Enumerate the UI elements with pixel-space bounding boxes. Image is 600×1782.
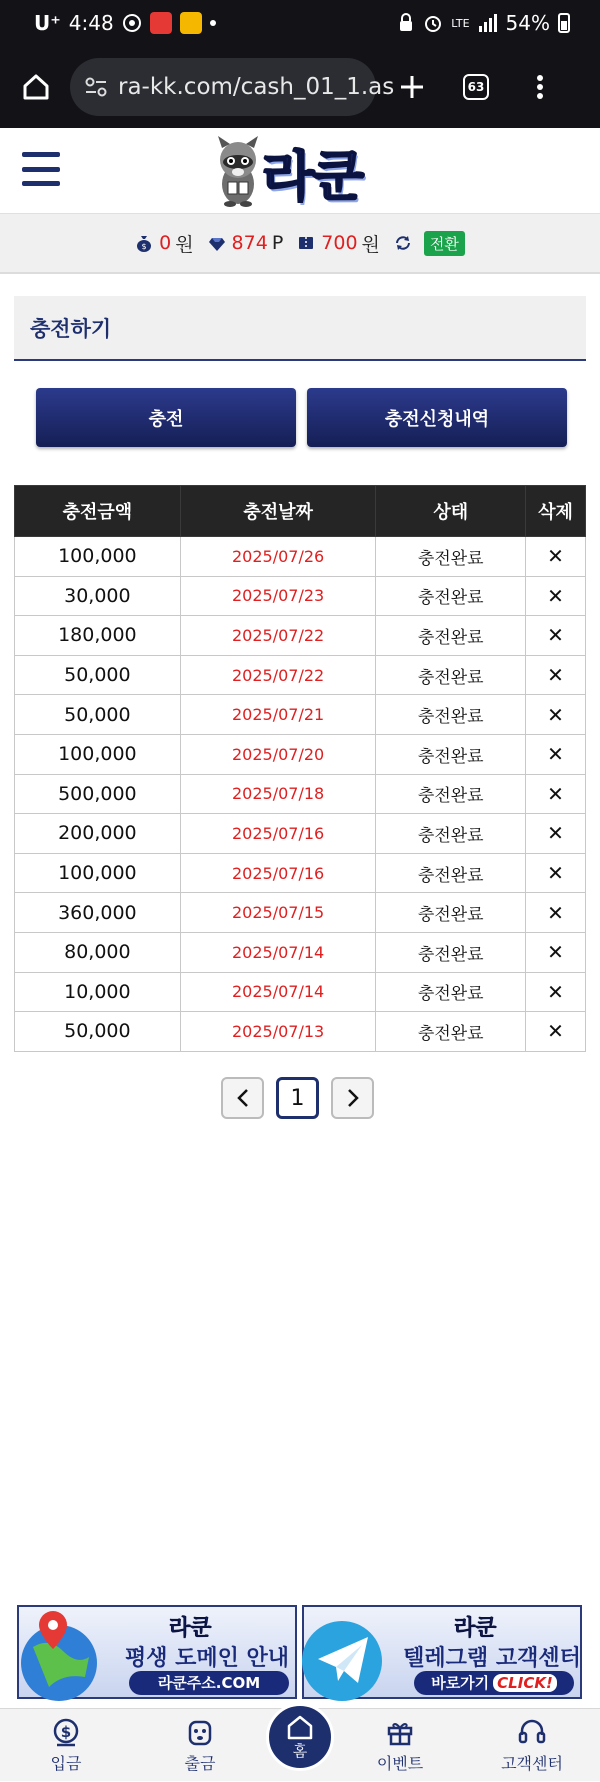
page-title-text: 충전하기 xyxy=(30,316,112,341)
delete-button[interactable]: ✕ xyxy=(526,734,586,774)
banner-subtitle-2 xyxy=(414,1671,574,1695)
headset-icon xyxy=(517,1717,547,1747)
svg-text:$: $ xyxy=(141,242,147,251)
table-row xyxy=(15,853,586,893)
telegram-support-banner[interactable] xyxy=(302,1605,582,1699)
banner-go-label: 바로가기 xyxy=(431,1674,490,1692)
app-notification-icon-2 xyxy=(180,12,202,34)
delete-button[interactable]: ✕ xyxy=(526,1012,586,1052)
column-header-delete: 삭제 xyxy=(526,486,586,537)
table-row xyxy=(15,734,586,774)
points-unit: P xyxy=(271,232,284,254)
amount-cell: 10,000 xyxy=(15,972,181,1012)
table-row xyxy=(15,537,586,577)
signal-icon xyxy=(478,14,498,32)
carrier-label: U⁺ xyxy=(34,11,61,35)
domain-info-banner[interactable] xyxy=(17,1605,297,1699)
balance-bar xyxy=(0,214,600,274)
nav-home[interactable] xyxy=(266,1703,334,1771)
nav-support-label: 고객센터 xyxy=(501,1754,563,1773)
site-settings-icon[interactable] xyxy=(84,76,108,98)
alarm-icon xyxy=(423,13,443,33)
money-unit: 원 xyxy=(175,233,194,256)
amount-cell: 50,000 xyxy=(15,655,181,695)
column-header-amount: 충전금액 xyxy=(15,486,181,537)
date-cell: 2025/07/16 xyxy=(180,853,376,893)
table-row xyxy=(15,932,586,972)
delete-button[interactable]: ✕ xyxy=(526,814,586,854)
date-cell: 2025/07/18 xyxy=(180,774,376,814)
status-cell: 충전완료 xyxy=(376,616,526,656)
delete-button[interactable]: ✕ xyxy=(526,576,586,616)
date-cell: 2025/07/21 xyxy=(180,695,376,735)
delete-button[interactable]: ✕ xyxy=(526,537,586,577)
delete-button[interactable]: ✕ xyxy=(526,893,586,933)
banner-title-2: 텔레그램 고객센터 xyxy=(403,1646,581,1671)
chevron-right-icon xyxy=(346,1088,360,1108)
money-bag-icon xyxy=(135,234,153,252)
status-cell: 충전완료 xyxy=(376,655,526,695)
nav-support[interactable] xyxy=(482,1709,582,1782)
nav-event-label: 이벤트 xyxy=(376,1754,424,1773)
delete-button[interactable]: ✕ xyxy=(526,853,586,893)
column-header-status: 상태 xyxy=(376,486,526,537)
clock: 4:48 xyxy=(68,11,114,35)
dollar-coin-icon xyxy=(51,1717,81,1747)
address-bar[interactable] xyxy=(70,58,395,116)
date-cell: 2025/07/16 xyxy=(180,814,376,854)
status-cell: 충전완료 xyxy=(376,972,526,1012)
amount-cell: 100,000 xyxy=(15,537,181,577)
banner-subtitle: 라쿤주소.COM xyxy=(129,1671,289,1695)
home-icon[interactable] xyxy=(16,67,56,107)
delete-button[interactable]: ✕ xyxy=(526,616,586,656)
nav-home-label: 홈 xyxy=(292,1741,308,1760)
table-row xyxy=(15,576,586,616)
alarm-lock-icon xyxy=(397,13,415,33)
battery-icon xyxy=(558,13,570,33)
status-bar xyxy=(0,0,600,46)
more-menu-icon[interactable] xyxy=(520,67,560,107)
status-cell: 충전완료 xyxy=(376,893,526,933)
telegram-icon xyxy=(304,1607,400,1701)
refresh-icon[interactable] xyxy=(394,234,412,252)
date-cell: 2025/07/22 xyxy=(180,655,376,695)
amount-cell: 100,000 xyxy=(15,853,181,893)
table-row xyxy=(15,616,586,656)
money-balance: 0 xyxy=(159,232,172,254)
convert-button[interactable]: 전환 xyxy=(424,231,465,256)
raccoon-face-icon xyxy=(185,1717,215,1747)
status-cell: 충전완료 xyxy=(376,853,526,893)
status-cell: 충전완료 xyxy=(376,1012,526,1052)
table-row xyxy=(15,814,586,854)
browser-toolbar xyxy=(0,46,600,128)
amount-cell: 80,000 xyxy=(15,932,181,972)
delete-button[interactable]: ✕ xyxy=(526,932,586,972)
nav-deposit-label: 입금 xyxy=(50,1754,82,1773)
nav-deposit[interactable] xyxy=(16,1709,116,1782)
site-logo[interactable] xyxy=(210,134,390,210)
page-number-current[interactable]: 1 xyxy=(276,1077,319,1119)
network-type: LTE xyxy=(451,16,470,30)
date-cell: 2025/07/14 xyxy=(180,972,376,1012)
table-row xyxy=(15,972,586,1012)
table-row xyxy=(15,1012,586,1052)
table-row xyxy=(15,695,586,735)
date-cell: 2025/07/26 xyxy=(180,537,376,577)
diamond-icon xyxy=(208,234,226,252)
page-title xyxy=(14,296,586,361)
status-cell: 충전완료 xyxy=(376,537,526,577)
tab-count: 63 xyxy=(463,74,489,100)
tab-switcher-button[interactable] xyxy=(456,67,496,107)
date-cell: 2025/07/20 xyxy=(180,734,376,774)
table-row xyxy=(15,655,586,695)
column-header-date: 충전날짜 xyxy=(180,486,376,537)
date-cell: 2025/07/13 xyxy=(180,1012,376,1052)
amount-cell: 50,000 xyxy=(15,695,181,735)
charge-button[interactable]: 충전 xyxy=(36,388,296,447)
charge-history-table xyxy=(14,485,586,1052)
battery-percent: 54% xyxy=(505,11,550,35)
amount-cell: 100,000 xyxy=(15,734,181,774)
status-cell: 충전완료 xyxy=(376,814,526,854)
delete-button[interactable]: ✕ xyxy=(526,774,586,814)
banner-title: 평생 도메인 안내 xyxy=(124,1646,290,1671)
app-notification-icon xyxy=(150,12,172,34)
table-header-row xyxy=(15,486,586,537)
coupon-unit: 원 xyxy=(361,233,380,256)
home-nav-icon xyxy=(286,1714,314,1740)
banner-brand-2: 라쿤 xyxy=(454,1616,497,1641)
nav-event[interactable] xyxy=(350,1709,450,1782)
nav-withdraw-label: 출금 xyxy=(184,1754,216,1773)
coupon-icon xyxy=(297,234,315,252)
date-cell: 2025/07/15 xyxy=(180,893,376,933)
banner-brand: 라쿤 xyxy=(169,1616,212,1641)
raccoon-mascot-icon xyxy=(210,136,266,208)
status-cell: 충전완료 xyxy=(376,576,526,616)
status-cell: 충전완료 xyxy=(376,774,526,814)
date-cell: 2025/07/23 xyxy=(180,576,376,616)
status-cell: 충전완료 xyxy=(376,932,526,972)
banner-click-label: CLICK! xyxy=(493,1674,557,1692)
pagination xyxy=(221,1077,374,1119)
table-row xyxy=(15,774,586,814)
svg-text:$: $ xyxy=(60,1723,72,1741)
nav-withdraw[interactable] xyxy=(150,1709,250,1782)
chevron-left-icon xyxy=(236,1088,250,1108)
new-tab-icon[interactable] xyxy=(392,67,432,107)
amount-cell: 500,000 xyxy=(15,774,181,814)
amount-cell: 50,000 xyxy=(15,1012,181,1052)
delete-button[interactable]: ✕ xyxy=(526,655,586,695)
charge-history-button[interactable]: 충전신청내역 xyxy=(307,388,567,447)
next-page-button[interactable] xyxy=(331,1077,374,1119)
amount-cell: 360,000 xyxy=(15,893,181,933)
date-cell: 2025/07/14 xyxy=(180,932,376,972)
gift-icon xyxy=(385,1717,415,1747)
url-text[interactable]: ra-kk.com/cash_01_1.as xyxy=(118,74,395,100)
amount-cell: 200,000 xyxy=(15,814,181,854)
date-cell: 2025/07/22 xyxy=(180,616,376,656)
amount-cell: 180,000 xyxy=(15,616,181,656)
more-notifications-icon xyxy=(210,20,216,26)
table-row xyxy=(15,893,586,933)
globe-pin-icon xyxy=(19,1607,115,1701)
delete-button[interactable]: ✕ xyxy=(526,972,586,1012)
amount-cell: 30,000 xyxy=(15,576,181,616)
coupon-balance: 700 xyxy=(321,232,358,254)
chrome-notification-icon xyxy=(122,13,142,33)
logo-text: 라쿤 xyxy=(262,144,363,208)
menu-icon[interactable] xyxy=(22,152,60,186)
site-header xyxy=(0,128,600,214)
status-cell: 충전완료 xyxy=(376,734,526,774)
points-balance: 874 xyxy=(231,232,268,254)
status-cell: 충전완료 xyxy=(376,695,526,735)
prev-page-button[interactable] xyxy=(221,1077,264,1119)
delete-button[interactable]: ✕ xyxy=(526,695,586,735)
